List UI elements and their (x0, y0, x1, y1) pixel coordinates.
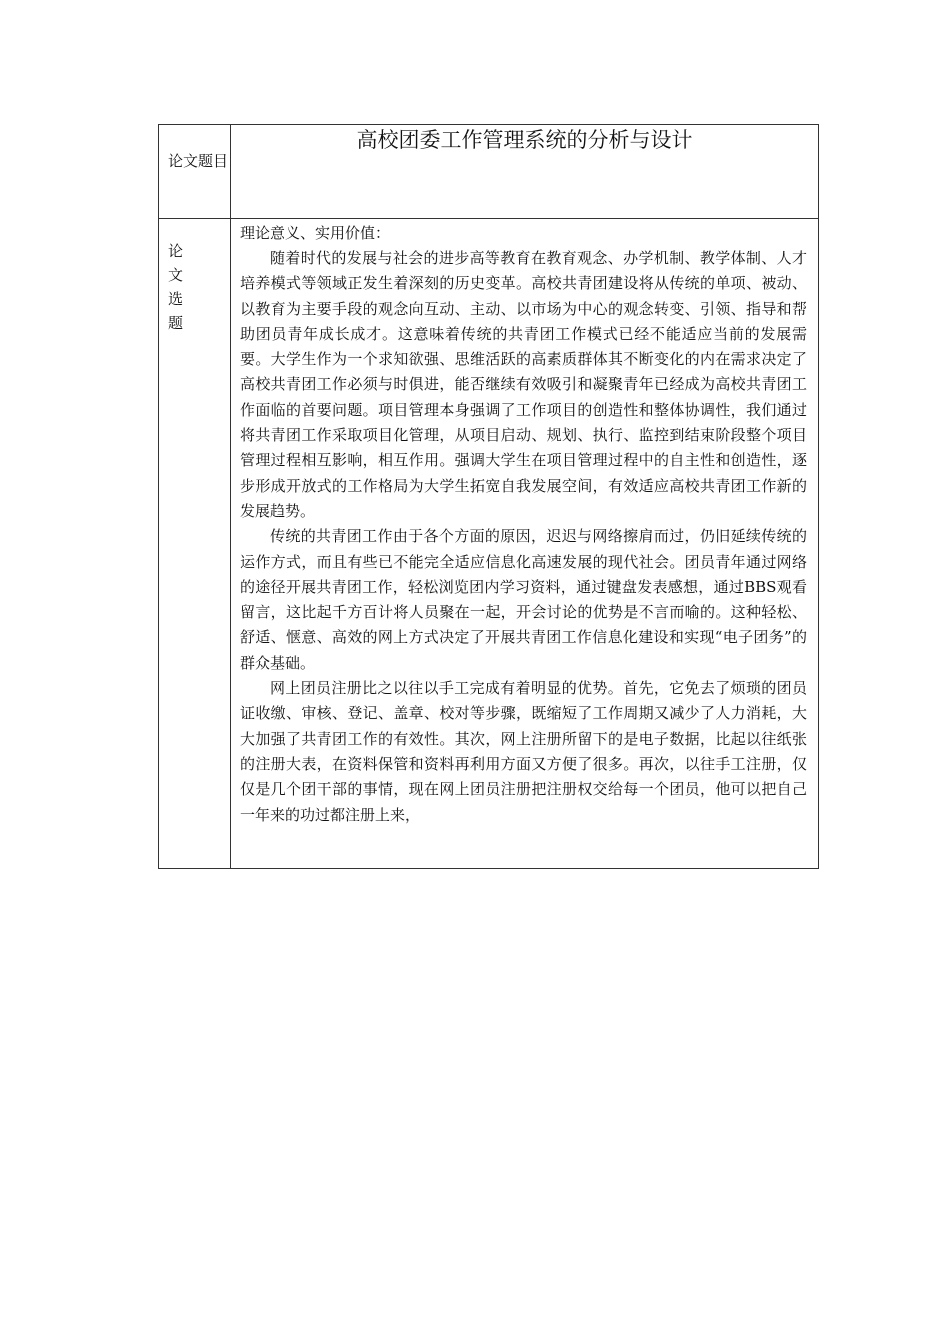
topic-row (159, 219, 819, 869)
thesis-form-table (158, 124, 819, 869)
title-label: 论文题目 (168, 152, 229, 170)
section-heading: 理论意义、实用价值： (240, 224, 391, 242)
topic-content-cell (231, 219, 819, 869)
topic-label-cell (159, 219, 231, 869)
paragraph-1: 随着时代的发展与社会的进步高等教育在教育观念、办学机制、教学体制、人才培养模式等领域正发生着深刻的历史变革。高校共青团建设将从传统的单项、被动、以教育为主要手段的观念向互动、主动、以市场为中心的观念转变、引领、指导和帮助团员青年成长成才。这意味着传统的共青团工作模式已经不能适应当前的发展需要。大学生作为一个求知欲强、思维活跃的高素质群体其不断变化的内在需求决定了高校共青团工作必须与时俱进，能否继续有效吸引和凝聚青年已经成为高校共青团工作面临的首要问题。项目管理本身强调了工作项目的创造性和整体协调性，我们通过将共青团工作采取项目化管理，从项目启动、规划、执行、监控到结束阶段整个项目管理过程相互影响，相互作用。强调大学生在项目管理过程中的自主性和创造性，逐步形成开放式的工作格局为大学生拓宽自我发展空间，有效适应高校共青团工作新的发展趋势。 (240, 249, 807, 520)
paragraph-2: 传统的共青团工作由于各个方面的原因，迟迟与网络擦肩而过，仍旧延续传统的运作方式，而且有些已不能完全适应信息化高速发展的现代社会。团员青年通过网络的途径开展共青团工作，轻松浏览团内学习资料，通过键盘发表感想，通过BBS观看留言，这比起千方百计将人员聚在一起，开会讨论的优势是不言而喻的。这种轻松、舒适、惬意、高效的网上方式决定了开展共青团工作信息化建设和实现“电子团务”的群众基础。 (240, 527, 807, 672)
title-row (159, 125, 819, 219)
topic-label: 论文选题 (168, 242, 184, 332)
paragraph-3: 网上团员注册比之以往以手工完成有着明显的优势。首先，它免去了烦琐的团员证收缴、审核、登记、盖章、校对等步骤，既缩短了工作周期又减少了人力消耗，大大加强了共青团工作的有效性。其次，网上注册所留下的是电子数据，比起以往纸张的注册大表，在资料保管和资料再利用方面又方便了很多。再次，以往手工注册，仅仅是几个团干部的事情，现在网上团员注册把注册权交给每一个团员，他可以把自己一年来的功过都注册上来， (240, 679, 807, 824)
thesis-title: 高校团委工作管理系统的分析与设计 (356, 128, 693, 152)
title-value-cell (231, 125, 819, 219)
title-label-cell (159, 125, 231, 219)
